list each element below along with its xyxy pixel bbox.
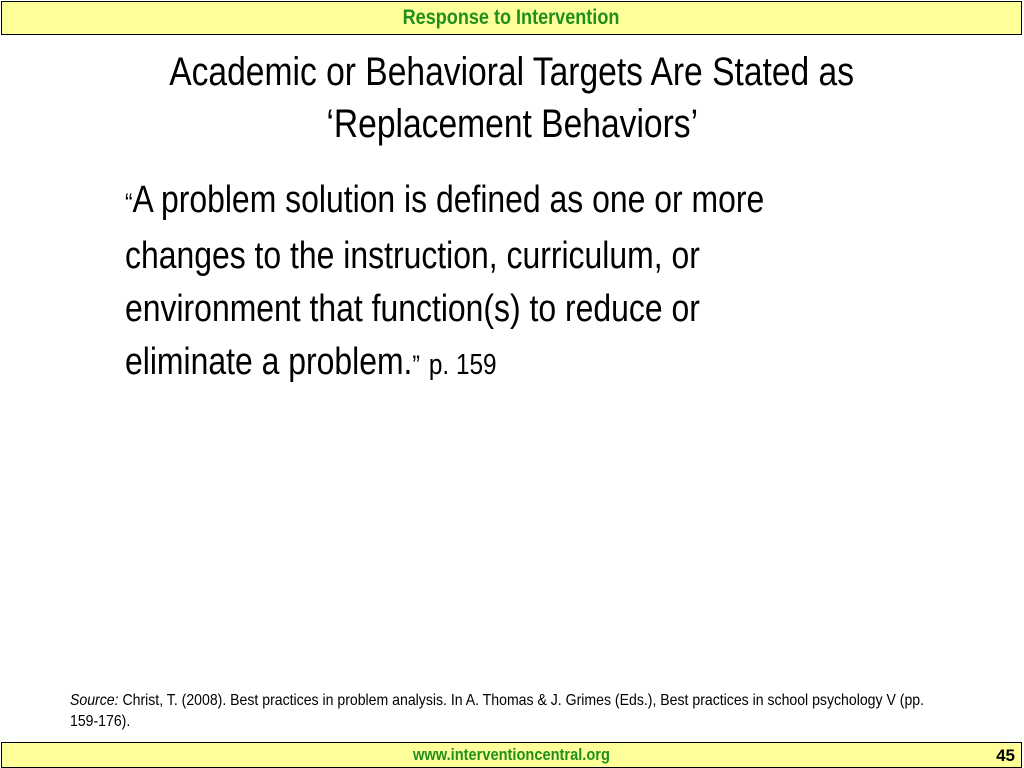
quote-open-mark: “ (125, 188, 133, 218)
slide-title (0, 46, 1024, 150)
footer-url[interactable]: www.interventioncentral.org (413, 745, 610, 764)
quote-line-2: changes to the instruction, curriculum, or (125, 235, 700, 277)
page-number: 45 (996, 746, 1015, 765)
slide-title-line-2: ‘Replacement Behaviors’ (326, 102, 698, 146)
header-bar (1, 1, 1022, 35)
quote-block (125, 174, 847, 392)
source-label: Source: (70, 692, 119, 709)
slide-title-line-1: Academic or Behavioral Targets Are Stated as (169, 50, 855, 94)
quote-line-4: eliminate a problem. (125, 341, 413, 383)
quote-line-3: environment that function(s) to reduce or (125, 288, 700, 330)
quote-page-reference: p. 159 (428, 349, 497, 381)
footer-bar (1, 742, 1022, 768)
footer-url-container (2, 743, 1021, 767)
quote-close-mark: ” (412, 350, 420, 380)
source-text: Christ, T. (2008). Best practices in problem analysis. In A. Thomas & J. Grimes (Eds.), Best practices in school psychology V (pp. 159-176). (70, 692, 925, 730)
source-citation (70, 690, 950, 732)
quote-line-1: A problem solution is defined as one or more (132, 179, 765, 221)
header-title: Response to Intervention (403, 6, 620, 29)
